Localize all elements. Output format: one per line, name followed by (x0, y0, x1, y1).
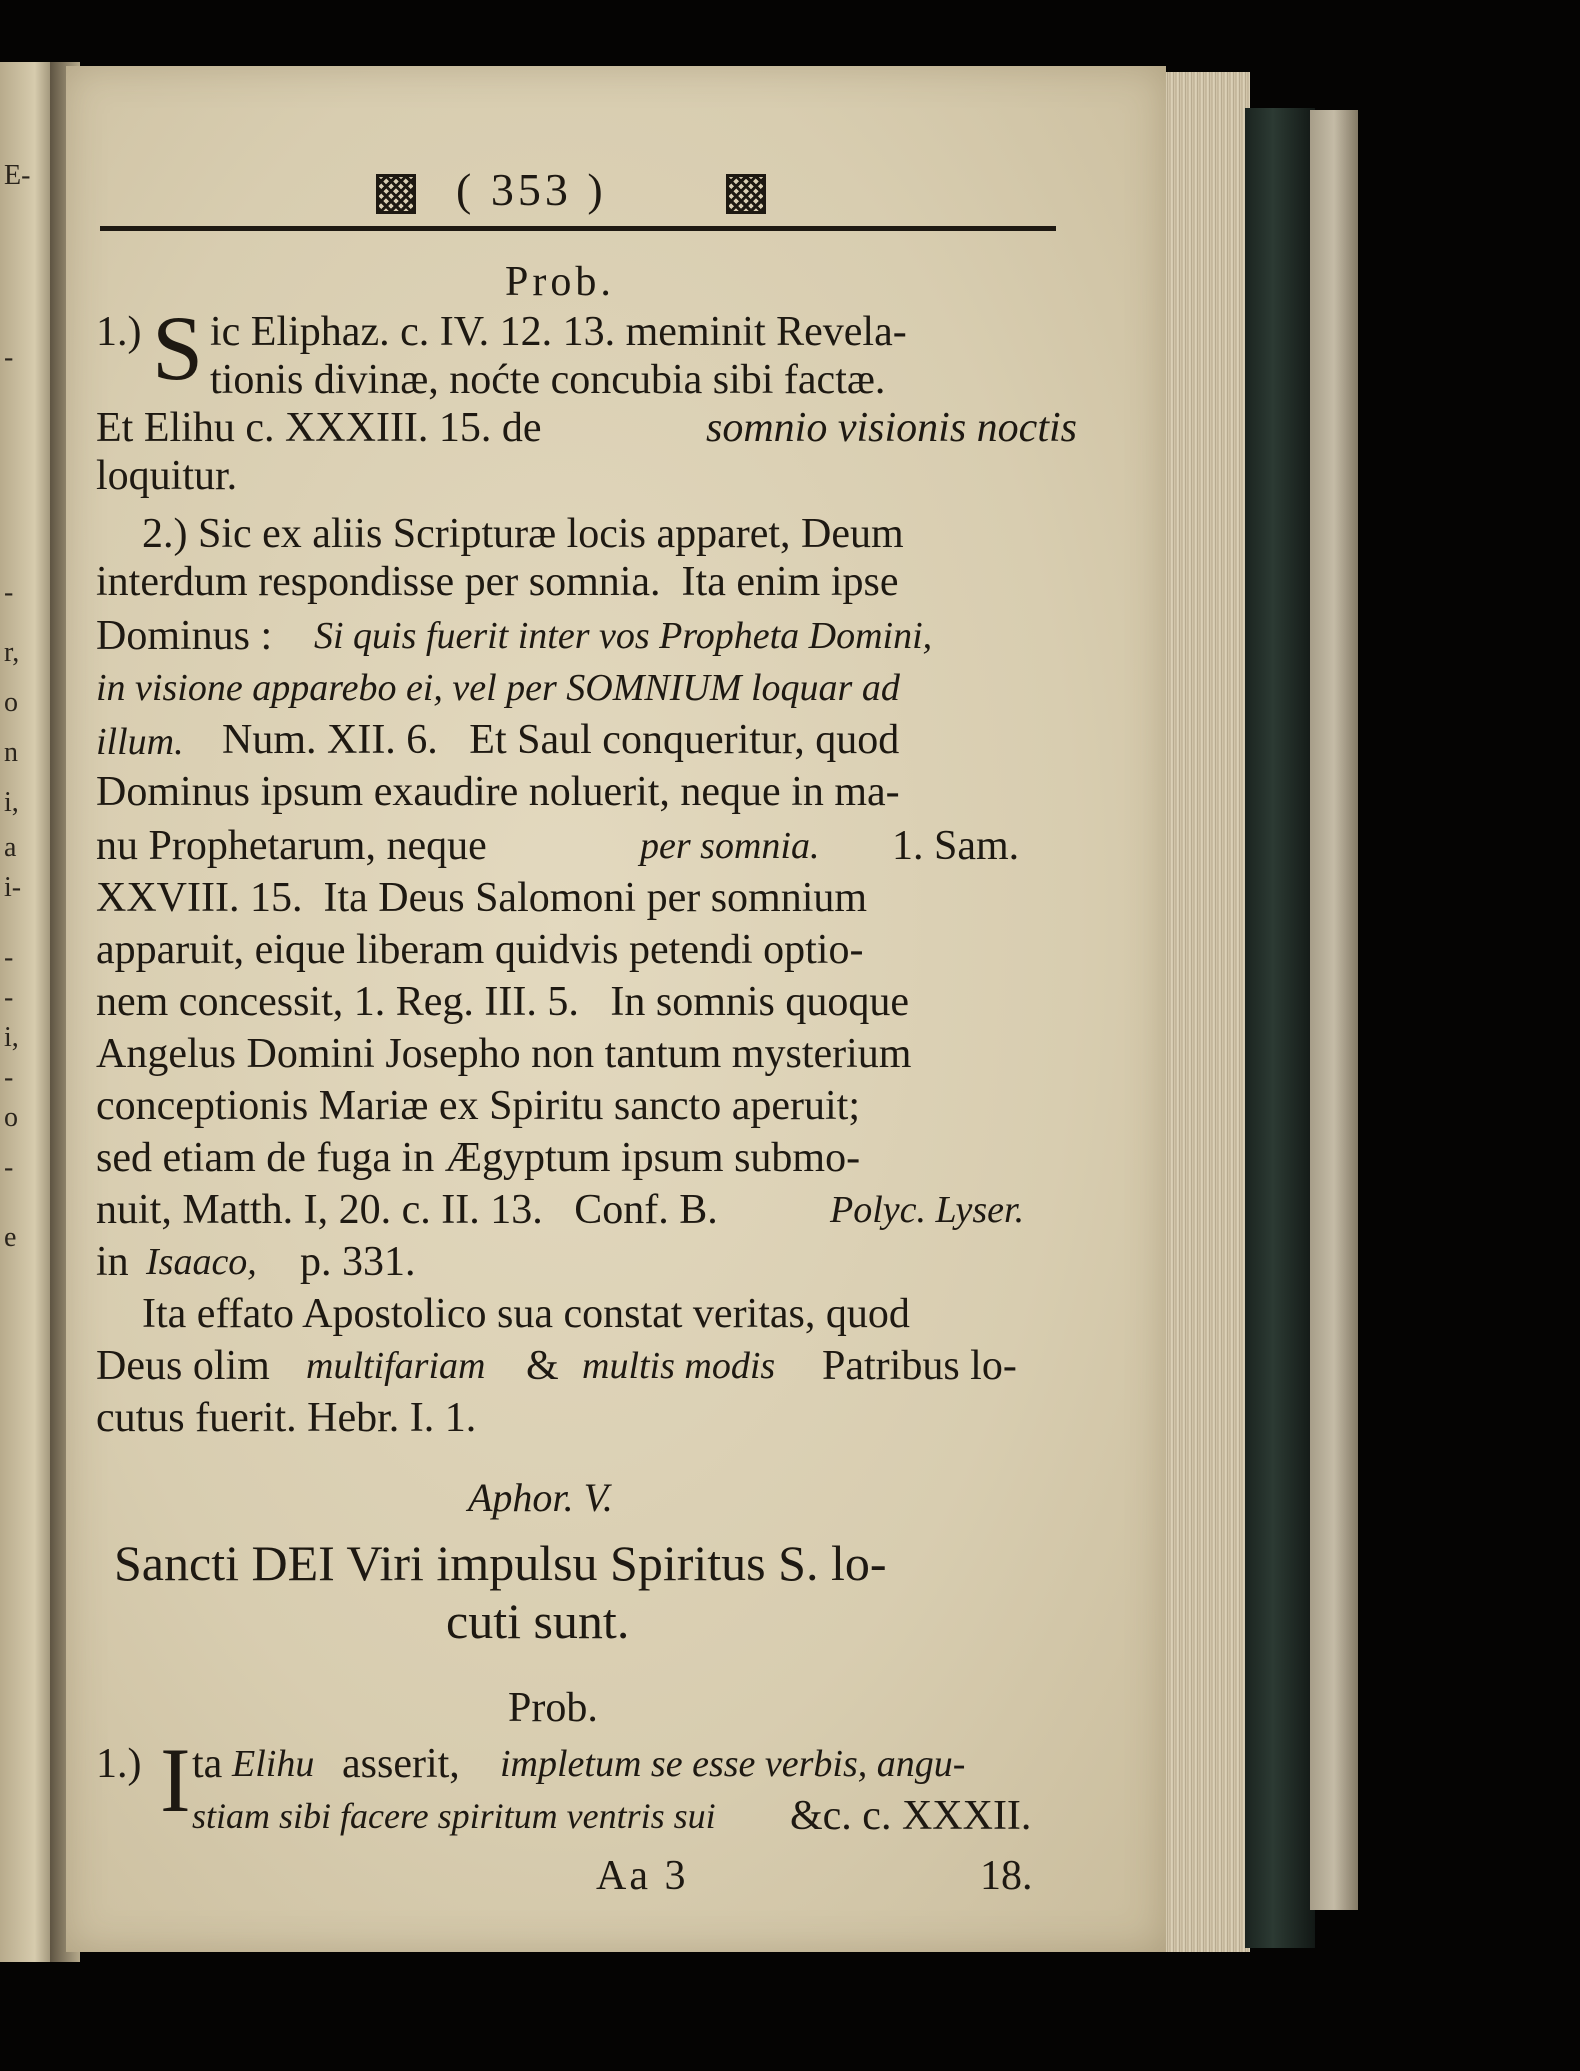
text-line: asserit, (342, 1741, 460, 1787)
margin-fragment: o (4, 1102, 18, 1133)
margin-fragment: n (4, 737, 18, 768)
italic-text: impletum se esse verbis, angu- (500, 1743, 966, 1785)
text-line: conceptionis Mariæ ex Spiritu sancto aperuit; (96, 1083, 860, 1129)
text-line: 1. Sam. (892, 823, 1020, 869)
text-line: Patribus lo- (822, 1343, 1017, 1389)
book-cover-edge (1310, 110, 1358, 1910)
italic-text: stiam sibi facere spiritum ventris sui (192, 1796, 716, 1836)
signature-mark: Aa 3 (596, 1853, 689, 1899)
text-line: p. 331. (300, 1239, 416, 1285)
text-line: nu Prophetarum, neque (96, 823, 487, 869)
catchword: 18. (980, 1853, 1033, 1899)
italic-text: Isaaco, (146, 1241, 257, 1283)
margin-fragment: o (4, 687, 18, 718)
text-line: nuit, Matth. I, 20. c. II. 13. Conf. B. (96, 1187, 718, 1233)
drop-capital: I (160, 1729, 191, 1831)
margin-fragment: e (4, 1222, 17, 1253)
text-line: interdum respondisse per somnia. Ita enim ipse (96, 559, 899, 605)
margin-fragment: - (4, 1152, 14, 1183)
right-ornament-icon (726, 174, 766, 214)
text-line: &c. c. XXXII. (790, 1793, 1032, 1839)
text-line: & (526, 1343, 559, 1389)
header-rule (100, 226, 1056, 231)
text-line: Et Elihu c. XXXIII. 15. de (96, 405, 542, 451)
text-line: ic Eliphaz. c. IV. 12. 13. meminit Revela- (210, 309, 907, 355)
page-number: ( 353 ) (456, 164, 607, 215)
margin-fragment: - (4, 342, 14, 373)
text-line: apparuit, eique liberam quidvis petendi optio- (96, 927, 864, 973)
text-line: cutus fuerit. Hebr. I. 1. (96, 1395, 477, 1441)
paragraph-number: 1.) (96, 309, 142, 355)
book-cover-board (1245, 108, 1315, 1948)
aphorism-title: cuti sunt. (446, 1593, 630, 1649)
text-line: tionis divinæ, noćte concubia sibi factæ. (210, 357, 886, 403)
text-line: Dominus ipsum exaudire noluerit, neque in ma- (96, 769, 900, 815)
margin-fragment: i, (4, 787, 19, 818)
margin-fragment: E- (4, 160, 31, 191)
text-line: ta (192, 1741, 223, 1787)
margin-fragment: - (4, 1062, 14, 1093)
left-ornament-icon (376, 174, 416, 214)
italic-text: somnio visionis noctis (706, 405, 1078, 451)
italic-text: per somnia. (640, 825, 820, 867)
margin-fragment: i- (4, 872, 22, 903)
text-line: Num. XII. 6. Et Saul conqueritur, quod (222, 717, 900, 763)
paragraph-number: 1.) (96, 1741, 142, 1787)
aphorism-label: Aphor. V. (468, 1475, 613, 1520)
drop-capital: S (152, 297, 204, 399)
italic-text: multifariam (306, 1345, 486, 1387)
italic-text: Elihu (232, 1743, 315, 1785)
margin-fragment: - (4, 942, 14, 973)
text-line: in (96, 1239, 129, 1285)
margin-fragment: i, (4, 1022, 19, 1053)
text-line: loquitur. (96, 453, 238, 499)
margin-fragment: r, (4, 637, 20, 668)
margin-fragment: a (4, 832, 17, 863)
margin-fragment: - (4, 577, 14, 608)
section-heading: Prob. (505, 259, 615, 305)
text-line: Deus olim (96, 1343, 270, 1389)
margin-fragment: - (4, 982, 14, 1013)
text-line: 2.) Sic ex aliis Scripturæ locis apparet, Deum (142, 511, 904, 557)
section-heading: Prob. (508, 1685, 598, 1731)
italic-text: multis modis (582, 1345, 776, 1387)
text-line: nem concessit, 1. Reg. III. 5. In somnis quoque (96, 979, 910, 1025)
text-line: Ita effato Apostolico sua constat veritas, quod (142, 1291, 910, 1337)
text-line: Dominus : (96, 613, 273, 659)
italic-text: Si quis fuerit inter vos Propheta Domini, (314, 615, 933, 657)
italic-text: Polyc. Lyser. (830, 1189, 1025, 1231)
aphorism-title: Sancti DEI Viri impulsu Spiritus S. lo- (114, 1535, 887, 1591)
text-line: XXVIII. 15. Ita Deus Salomoni per somnium (96, 875, 868, 921)
italic-text: in visione apparebo ei, vel per SOMNIUM loquar ad (96, 667, 900, 709)
text-line: sed etiam de fuga in Ægyptum ipsum submo- (96, 1135, 861, 1181)
text-line: Angelus Domini Josepho non tantum mysterium (96, 1031, 912, 1077)
italic-text: illum. (96, 721, 184, 763)
